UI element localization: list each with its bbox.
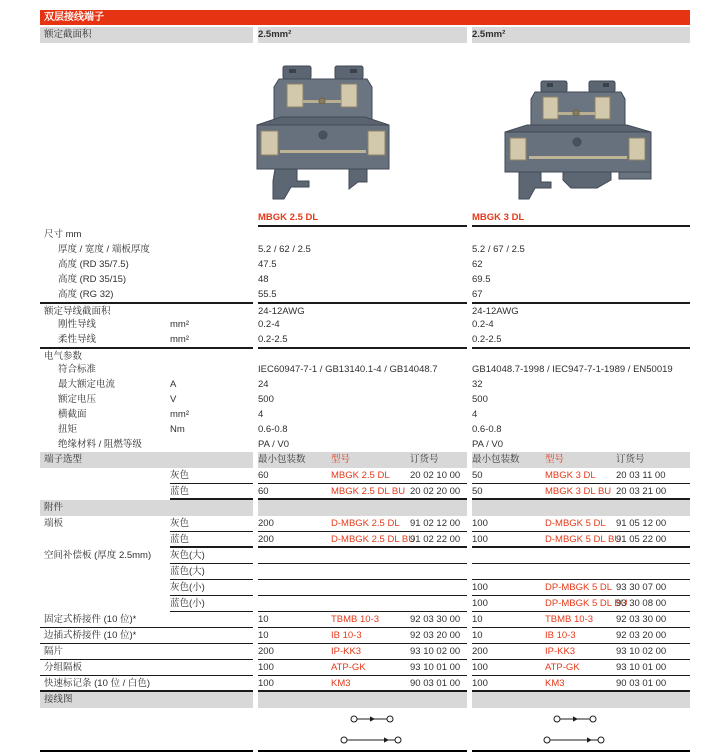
order-no-product2: 92 03 30 00	[616, 614, 667, 625]
model-product2: ATP-GK	[545, 662, 580, 673]
table-row	[40, 628, 690, 644]
pack-qty-product1: 10	[258, 630, 269, 641]
table-row	[40, 242, 690, 257]
table-row	[40, 660, 690, 676]
table-row	[40, 548, 690, 564]
catalog-page	[40, 10, 690, 753]
order-no-product2: 93 30 07 00	[616, 582, 667, 593]
table-row	[40, 532, 690, 548]
model-product2: D-MBGK 5 DL BU	[545, 534, 622, 545]
order-no-product2: 93 10 02 00	[616, 646, 667, 657]
value-product1: 500	[258, 394, 274, 405]
wire-awg-product2: 24-12AWG	[472, 302, 690, 317]
row-color-label: 蓝色(大)	[170, 564, 253, 580]
value-product1: 4	[258, 409, 264, 420]
model-product2: DP-MBGK 5 DL	[545, 582, 613, 593]
value-product1: 5.2 / 62 / 2.5	[258, 244, 311, 255]
row-label: 边插式桥接件 (10 位)*	[44, 630, 137, 641]
electrical-rows	[40, 362, 690, 452]
row-color-label: 蓝色	[170, 532, 253, 548]
table-row	[40, 257, 690, 272]
order-no-product1: 92 03 30 00	[410, 614, 461, 625]
model-product2: TBMB 10-3	[545, 614, 594, 625]
pack-qty-product2: 100	[472, 598, 488, 609]
value-product2: GB14048.7-1998 / IEC947-7-1-1989 / EN50019	[472, 364, 673, 375]
row-label: 扭矩	[58, 424, 78, 435]
order-no-product2: 93 10 01 00	[616, 662, 667, 673]
table-bottom-rule	[40, 750, 690, 753]
model-product2: DP-MBGK 5 DL BU	[545, 598, 628, 609]
dimensions-section-header	[40, 227, 690, 242]
row-color-label	[170, 644, 253, 659]
row-unit	[170, 257, 253, 272]
row-color-label	[170, 628, 253, 643]
value-product1: PA / V0	[258, 439, 289, 450]
model-product2: KM3	[545, 678, 565, 689]
value-product2: 5.2 / 67 / 2.5	[472, 244, 525, 255]
order-column-header: 订货号	[410, 454, 439, 465]
product-header-row	[40, 211, 690, 227]
table-row	[40, 564, 690, 580]
model-product2: IB 10-3	[545, 630, 576, 641]
wiring-band-row	[40, 692, 690, 708]
pack-qty-product2: 100	[472, 582, 488, 593]
dimensions-rows	[40, 242, 690, 302]
model-column-header: 型号	[545, 454, 565, 465]
row-label: 厚度 / 宽度 / 端板厚度	[58, 244, 150, 255]
table-row	[40, 484, 690, 500]
row-label: 快速标记条 (10 位 / 白色)	[44, 678, 151, 689]
row-label	[40, 532, 170, 548]
pack-qty-product1: 10	[258, 614, 269, 625]
wiring-diagram-product1	[258, 708, 467, 750]
row-unit: mm²	[170, 409, 189, 420]
order-column-header: 订货号	[616, 454, 645, 465]
row-label: 绝缘材料 / 阻燃等级	[58, 439, 142, 450]
accessories-rows	[40, 516, 690, 692]
order-no-product2: 90 03 01 00	[616, 678, 667, 689]
row-label: 端板	[44, 518, 64, 529]
table-row	[40, 362, 690, 377]
value-product2: 67	[472, 289, 483, 300]
table-row	[40, 422, 690, 437]
pack-qty-product1: 200	[258, 646, 274, 657]
row-label: 空间补偿板 (厚度 2.5mm)	[44, 550, 152, 561]
table-row	[40, 676, 690, 692]
table-row	[40, 272, 690, 287]
table-row	[40, 437, 690, 452]
pack-qty-product2: 10	[472, 614, 483, 625]
model-product2: IP-KK3	[545, 646, 576, 657]
row-label: 高度 (RG 32)	[58, 289, 114, 300]
pack-qty-product2: 50	[472, 470, 483, 481]
row-unit: V	[170, 394, 177, 405]
section-title-bar	[40, 10, 690, 25]
value-product1: IEC60947-7-1 / GB13140.1-4 / GB14048.7	[258, 364, 438, 375]
pack-qty-product1: 100	[258, 678, 274, 689]
pack-qty-product2: 100	[472, 678, 488, 689]
value-product1: 24	[258, 379, 269, 390]
pack-qty-product2: 10	[472, 630, 483, 641]
page-title: 双层接线端子	[44, 12, 104, 23]
wiring-band-label: 接线图	[44, 694, 73, 705]
value-product1: 48	[258, 274, 269, 285]
row-label: 横截面	[58, 409, 87, 420]
row-color-label: 灰色	[170, 516, 253, 532]
product-photo-mbgk-2-5-dl	[253, 63, 393, 203]
rated-cross-section-row	[40, 27, 690, 43]
row-label: 分组隔板	[44, 662, 83, 673]
qty-column-header: 最小包装数	[472, 454, 520, 465]
row-label: 隔片	[44, 646, 64, 657]
model-product1: MBGK 2.5 DL BU	[331, 486, 406, 497]
row-label: 高度 (RD 35/15)	[58, 274, 127, 285]
order-no-product1: 93 10 01 00	[410, 662, 461, 673]
product-photo-mbgk-3-dl	[503, 79, 653, 201]
order-no-product1: 20 02 20 00	[410, 486, 461, 497]
row-unit: A	[170, 379, 177, 390]
row-label: 额定电压	[58, 394, 97, 405]
order-no-product1: 91 02 12 00	[410, 518, 461, 529]
table-row	[40, 468, 690, 484]
value-product2: 62	[472, 259, 483, 270]
pack-qty-product1: 200	[258, 534, 274, 545]
table-row	[40, 407, 690, 422]
wire-awg-product1: 24-12AWG	[258, 302, 467, 317]
order-no-product1: 92 03 20 00	[410, 630, 461, 641]
order-no-product2: 93 30 08 00	[616, 598, 667, 609]
model-product1: D-MBGK 2.5 DL BU	[331, 534, 416, 545]
row-label	[40, 596, 170, 612]
pack-qty-product1: 60	[258, 486, 269, 497]
row-unit	[170, 437, 253, 452]
table-row	[40, 580, 690, 596]
model-product1: MBGK 2.5 DL	[331, 470, 390, 481]
row-label: 最大额定电流	[58, 379, 116, 390]
accessories-band-row	[40, 500, 690, 516]
row-unit	[170, 272, 253, 287]
pack-qty-product1: 200	[258, 518, 274, 529]
order-no-product1: 20 02 10 00	[410, 470, 461, 481]
row-color-label	[170, 612, 253, 627]
row-color-label: 蓝色(小)	[170, 596, 253, 612]
pack-qty-product2: 100	[472, 518, 488, 529]
row-label	[40, 484, 170, 500]
model-product2: MBGK 3 DL	[545, 470, 596, 481]
value-product1: 0.6-0.8	[258, 424, 288, 435]
order-no-product1: 93 10 02 00	[410, 646, 461, 657]
value-product1: 55.5	[258, 289, 277, 300]
value-product2: 0.2-4	[472, 319, 494, 330]
table-row	[40, 596, 690, 612]
wire-section-header	[40, 302, 690, 317]
value-product2: PA / V0	[472, 439, 503, 450]
order-no-product2: 20 03 11 00	[616, 470, 666, 481]
model-product1: D-MBGK 2.5 DL	[331, 518, 400, 529]
value-product1: 0.2-4	[258, 319, 280, 330]
value-product2: 0.6-0.8	[472, 424, 502, 435]
selection-band-row	[40, 452, 690, 468]
value-product1: 0.2-2.5	[258, 334, 288, 345]
table-row	[40, 377, 690, 392]
product-name-mbgk-2-5-dl: MBGK 2.5 DL	[258, 211, 467, 227]
order-no-product2: 91 05 22 00	[616, 534, 667, 545]
value-product2: 69.5	[472, 274, 491, 285]
row-label: 刚性导线	[58, 319, 97, 330]
row-color-label: 蓝色	[170, 484, 253, 500]
wiring-diagram-product2	[472, 708, 690, 750]
dimensions-header-label: 尺寸 mm	[44, 229, 82, 240]
table-row	[40, 287, 690, 302]
table-row	[40, 317, 690, 332]
order-no-product2: 20 03 21 00	[616, 486, 667, 497]
table-row	[40, 516, 690, 532]
value-product1: 47.5	[258, 259, 277, 270]
pack-qty-product2: 200	[472, 646, 488, 657]
model-column-header: 型号	[331, 454, 351, 465]
wire-header-label: 额定导线截面积	[44, 306, 111, 317]
row-label: 符合标准	[58, 364, 97, 375]
value-product2: 0.2-2.5	[472, 334, 502, 345]
product-images	[40, 43, 690, 211]
row-unit: Nm	[170, 424, 185, 435]
rated-value-product1: 2.5mm²	[258, 27, 467, 43]
table-row	[40, 612, 690, 628]
row-label: 柔性导线	[58, 334, 97, 345]
model-product1: IP-KK3	[331, 646, 362, 657]
order-no-product2: 91 05 12 00	[616, 518, 667, 529]
row-color-label: 灰色(大)	[170, 548, 253, 564]
electrical-header-label: 电气参数	[44, 351, 83, 362]
product-name-mbgk-3-dl: MBGK 3 DL	[472, 211, 690, 227]
selection-rows	[40, 468, 690, 500]
wiring-diagrams	[40, 708, 690, 750]
row-label: 高度 (RD 35/7.5)	[58, 259, 129, 270]
row-color-label: 灰色(小)	[170, 580, 253, 596]
wire-rows	[40, 317, 690, 347]
table-row	[40, 332, 690, 347]
model-product1: TBMB 10-3	[331, 614, 380, 625]
row-unit: mm²	[170, 334, 189, 345]
pack-qty-product1: 100	[258, 662, 274, 673]
rated-cross-section-label: 额定截面积	[44, 29, 92, 40]
model-product1: ATP-GK	[331, 662, 366, 673]
table-row	[40, 392, 690, 407]
order-no-product1: 91 02 22 00	[410, 534, 461, 545]
row-label: 固定式桥接件 (10 位)*	[44, 614, 137, 625]
model-product1: KM3	[331, 678, 351, 689]
row-unit	[170, 362, 253, 377]
row-unit	[170, 287, 253, 302]
order-no-product1: 90 03 01 00	[410, 678, 461, 689]
table-row	[40, 644, 690, 660]
accessories-band-label: 附件	[44, 502, 64, 513]
qty-column-header: 最小包装数	[258, 454, 306, 465]
model-product1: IB 10-3	[331, 630, 362, 641]
model-product2: MBGK 3 DL BU	[545, 486, 612, 497]
value-product2: 4	[472, 409, 478, 420]
value-product2: 32	[472, 379, 483, 390]
row-label	[40, 564, 170, 580]
row-label	[40, 580, 170, 596]
pack-qty-product2: 100	[472, 662, 488, 673]
electrical-section-header	[40, 347, 690, 362]
row-label	[40, 468, 170, 484]
row-color-label	[170, 676, 253, 690]
row-color-label: 灰色	[170, 468, 253, 484]
pack-qty-product2: 100	[472, 534, 488, 545]
pack-qty-product1: 60	[258, 470, 269, 481]
row-color-label	[170, 660, 253, 675]
row-unit: mm²	[170, 319, 189, 330]
model-product2: D-MBGK 5 DL	[545, 518, 606, 529]
rated-value-product2: 2.5mm²	[472, 27, 690, 43]
value-product2: 500	[472, 394, 488, 405]
selection-band-label: 端子选型	[44, 454, 83, 465]
pack-qty-product2: 50	[472, 486, 483, 497]
row-unit	[170, 242, 253, 257]
order-no-product2: 92 03 20 00	[616, 630, 667, 641]
